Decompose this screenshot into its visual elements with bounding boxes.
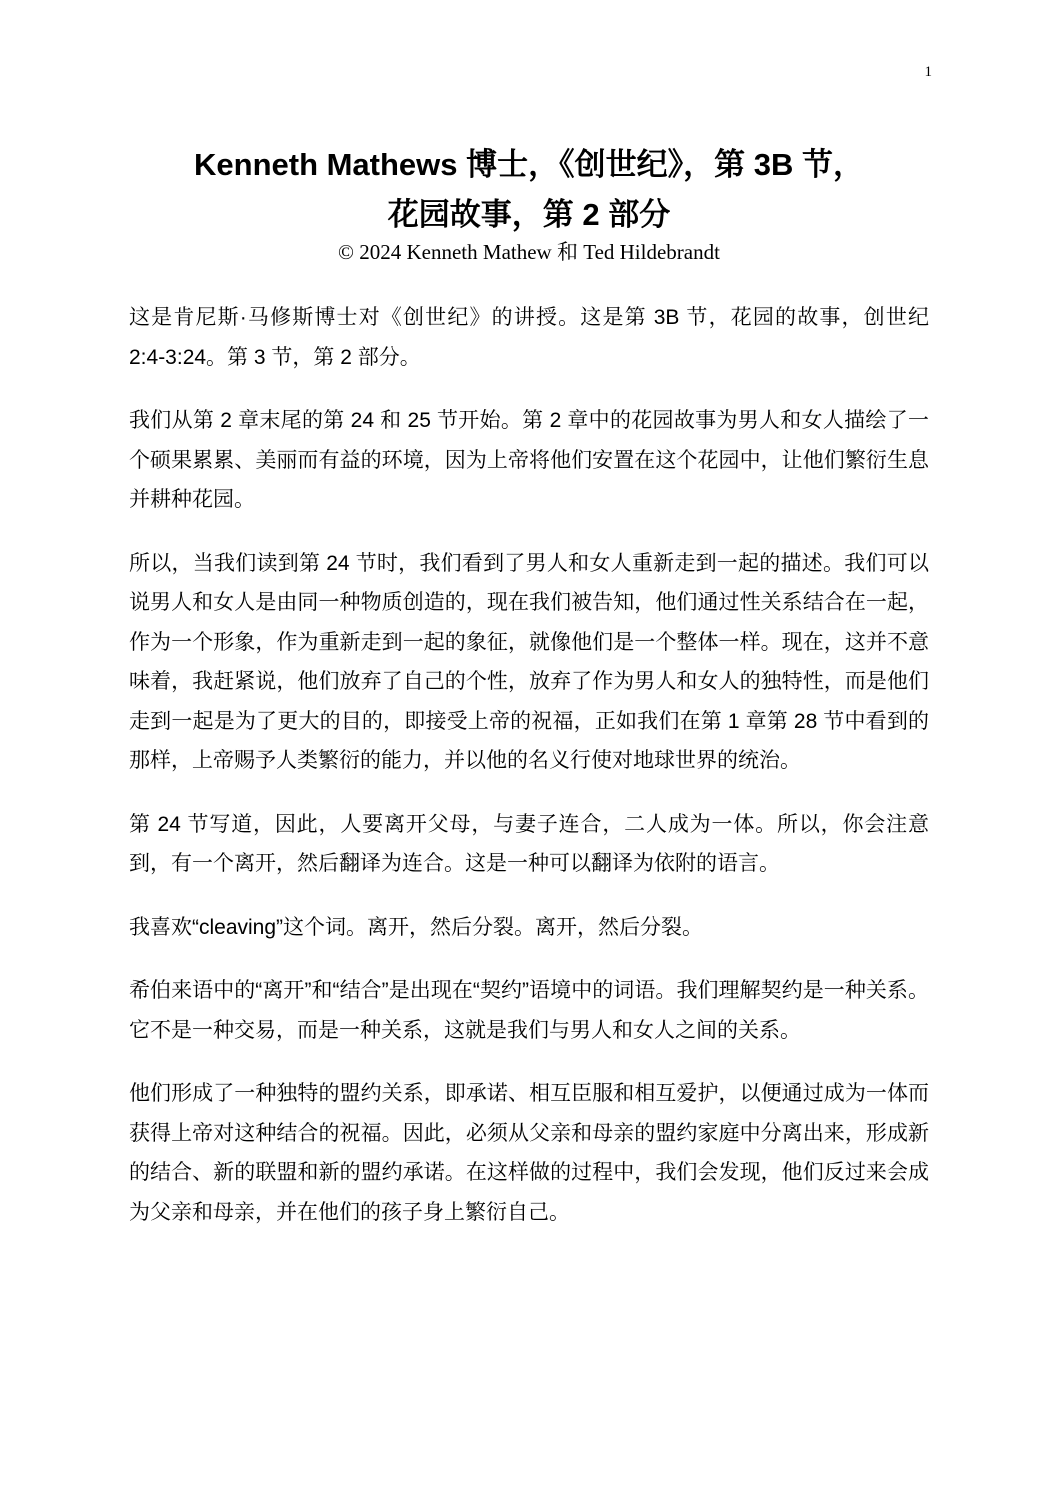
title-line-2: 花园故事，第 2 部分 [387, 197, 671, 232]
paragraph-4: 第 24 节写道，因此，人要离开父母，与妻子连合，二人成为一体。所以，你会注意到，有一个离开，然后翻译为连合。这是一种可以翻译为依附的语言。 [129, 812, 929, 875]
paragraph-1: 这是肯尼斯·马修斯博士对《创世纪》的讲授。这是第 3B 节，花园的故事，创世纪 2:4-3:24。第 3 节，第 2 部分。 [129, 306, 929, 369]
page-number: 1 [924, 64, 932, 80]
paragraph-7: 他们形成了一种独特的盟约关系，即承诺、相互臣服和相互爱护，以便通过成为一体而获得上帝对这种结合的祝福。因此，必须从父亲和母亲的盟约家庭中分离出来，形成新的结合、新的联盟和新的盟约承诺。在这样做的过程中，我们会发现，他们反过来会成为父亲和母亲，并在他们的孩子身上繁衍自己。 [129, 1082, 929, 1224]
paragraph-5: 我喜欢“cleaving”这个词。离开，然后分裂。离开，然后分裂。 [129, 915, 704, 939]
document-title [0, 140, 1058, 240]
paragraph-6: 希伯来语中的“离开”和“结合”是出现在“契约”语境中的词语。我们理解契约是一种关系。它不是一种交易，而是一种关系，这就是我们与男人和女人之间的关系。 [129, 979, 929, 1042]
paragraph-3: 所以，当我们读到第 24 节时，我们看到了男人和女人重新走到一起的描述。我们可以说男人和女人是由同一种物质创造的，现在我们被告知，他们通过性关系结合在一起，作为一个形象，作为重新走到一起的象征，就像他们是一个整体一样。现在，这并不意味着，我赶紧说，他们放弃了自己的个性，放弃了作为男人和女人的独特性，而是他们走到一起是为了更大的目的，即接受上帝的祝福，正如我们在第 1 章第 28 节中看到的那样，上帝赐予人类繁衍的能力，并以他的名义行使对地球世界的统治。 [129, 551, 929, 772]
document-body [129, 298, 929, 1256]
copyright-line: © 2024 Kenneth Mathew 和 Ted Hildebrandt [338, 240, 720, 264]
paragraph-2: 我们从第 2 章末尾的第 24 和 25 节开始。第 2 章中的花园故事为男人和女人描绘了一个硕果累累、美丽而有益的环境，因为上帝将他们安置在这个花园中，让他们繁衍生息并耕种花园。 [129, 409, 929, 511]
title-line-1: Kenneth Mathews 博士，《创世纪》，第 3B 节， [194, 147, 864, 182]
